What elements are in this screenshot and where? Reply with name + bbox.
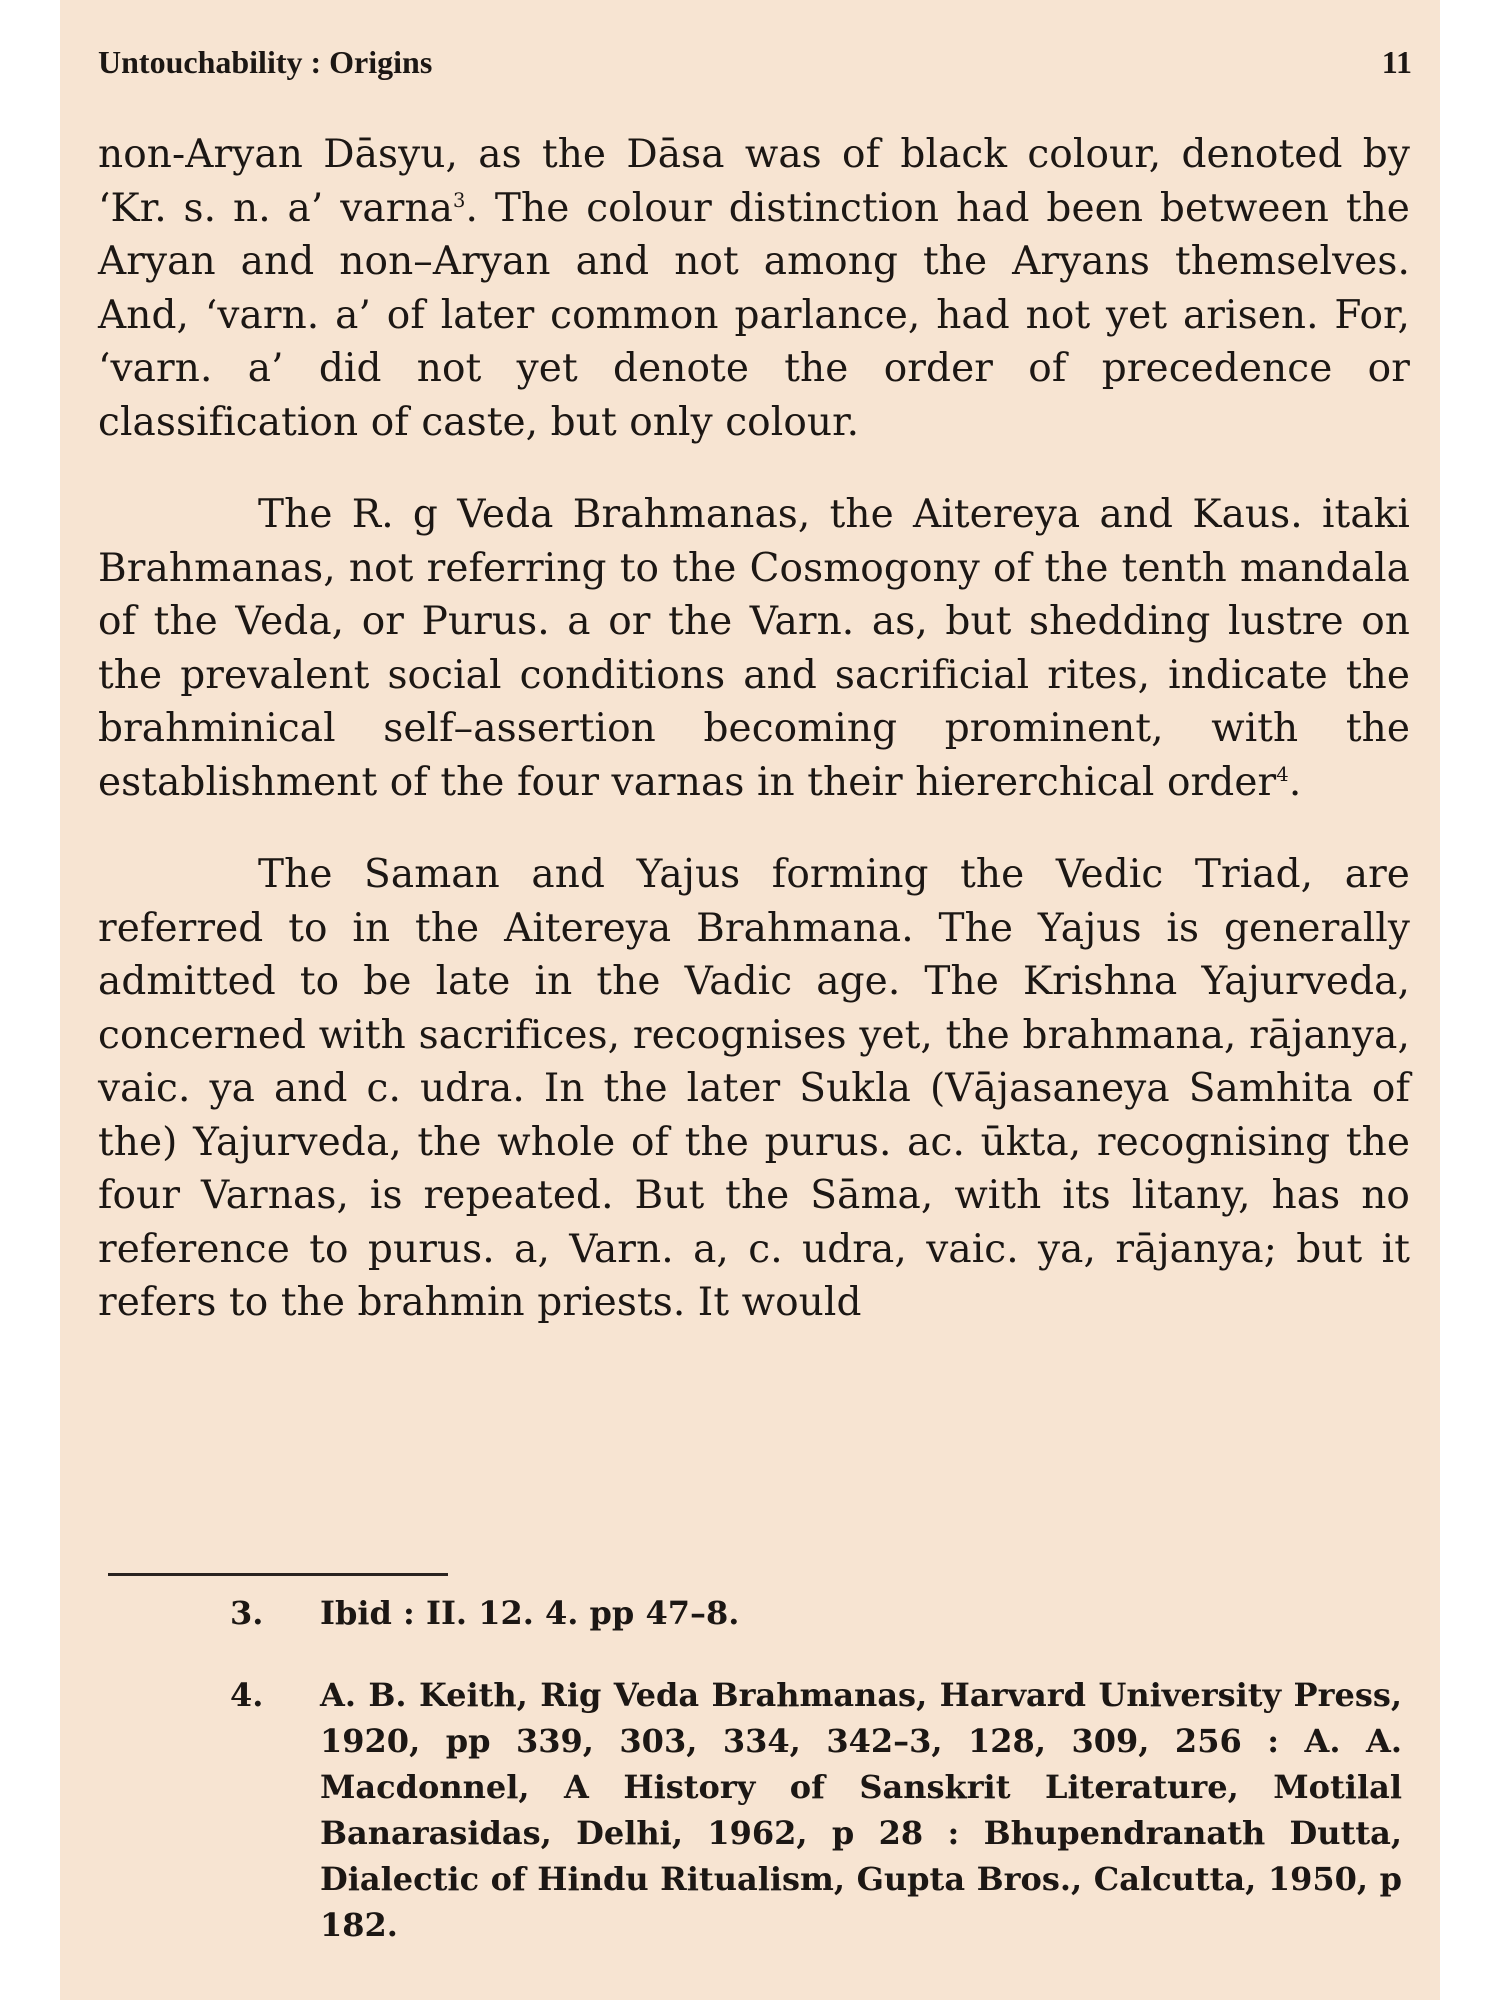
paragraph-3 (98, 848, 1410, 1330)
footnotes (230, 1590, 1402, 1984)
footnote-3 (230, 1590, 1402, 1636)
footnote-4 (230, 1672, 1402, 1948)
footnote-ref-3[interactable]: 3 (453, 188, 466, 212)
footnote-number: 4. (230, 1676, 264, 1714)
paragraph-3-text: The Saman and Yajus forming the Vedic Triad, are referred to in the Aitereya Brahmana. The Yajus is generally admitted to be late in the Vadic age. The Krishna Yajurveda, concerned with sacrifices, recognises yet, the brahmana, rājanya, vaic. ya and c. udra. In the later Sukla (Vājasaneya Samhita of the) Yajurveda, the whole of the purus. ac. ūkta, recognising the four Varnas, is repeated. But the Sāma, with its litany, has no reference to purus. a, Varn. a, c. udra, vaic. ya, rājanya; but it refers to the brahmin priests. It would (98, 852, 1410, 1325)
running-header (98, 44, 1412, 88)
book-page (60, 0, 1440, 2000)
paragraph-2 (98, 488, 1410, 809)
paragraph-2-tail: . (1288, 759, 1302, 805)
paragraph-1-text: non-Aryan Dāsyu, as the Dāsa was of black colour, denoted by ‘Kr. s. n. a’ varna (98, 132, 1410, 231)
chapter-title: Untouchability : Origins (98, 44, 433, 80)
footnote-number: 3. (230, 1594, 264, 1632)
footnote-ref-4[interactable]: 4 (1276, 762, 1289, 786)
paragraph-2-text: The R. g Veda Brahmanas, the Aitereya and Kaus. itaki Brahmanas, not referring to the Cosmogony of the tenth mandala of the Veda, or Purus. a or the Varn. as, but shedding lustre on the prevalent social conditions and sacrificial rites, indicate the brahminical self–assertion becoming prominent, with the establishment of the four varnas in their hiererchical order (98, 492, 1410, 805)
footnote-text: Ibid : II. 12. 4. pp 47–8. (320, 1594, 740, 1632)
footnote-text: A. B. Keith, Rig Veda Brahmanas, Harvard University Press, 1920, pp 339, 303, 334, 342–3, 128, 309, 256 : A. A. Macdonnel, A History of Sanskrit Literature, Motilal Banarasidas, Delhi, 1962, p 28 : Bhupendranath Dutta, Dialectic of Hindu Ritualism, Gupta Bros., Calcutta, 1950, p 182. (320, 1676, 1402, 1944)
body-text (98, 128, 1410, 1330)
paragraph-1-tail: . The colour distinction had been between the Aryan and non–Aryan and not among the Aryans themselves. And, ‘varn. a’ of later common parlance, had not yet arisen. For, ‘varn. a’ did not yet denote the order of precedence or classification of caste, but only colour. (98, 185, 1410, 445)
page-number: 11 (1381, 44, 1412, 80)
paragraph-1 (98, 128, 1410, 449)
footnote-separator (108, 1573, 448, 1576)
